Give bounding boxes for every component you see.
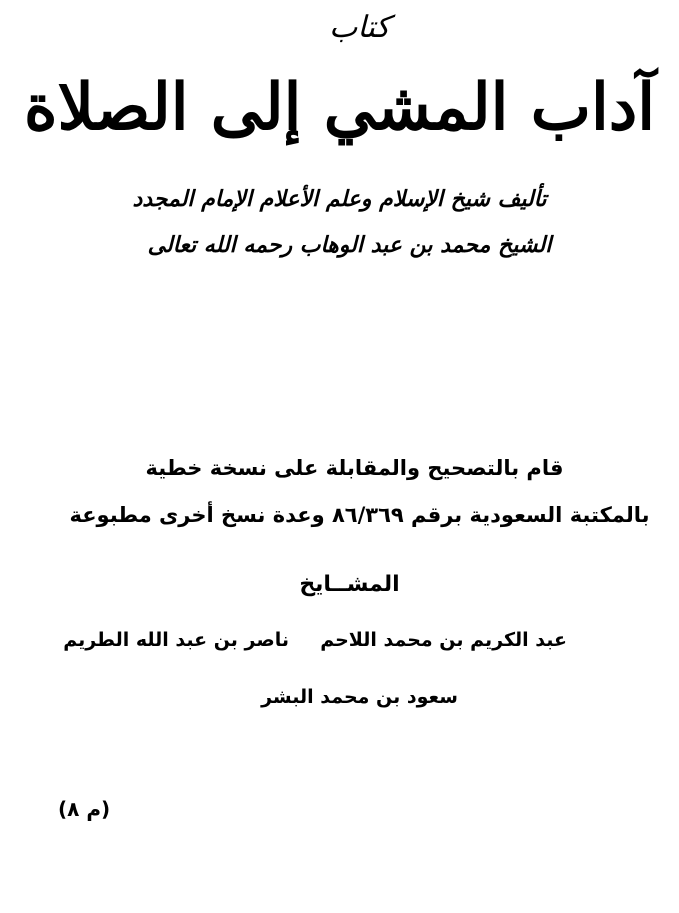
book-label: كتاب [329, 10, 390, 45]
sheikhs-heading: المشــايخ [299, 572, 400, 597]
sheikh-name-1: عبد الكريم بن محمد اللاحم [320, 629, 567, 651]
page-marker: (م ٨) [58, 797, 111, 821]
author-description: تأليف شيخ الإسلام وعلم الأعلام الإمام المجدد [132, 186, 547, 212]
editing-note-line-2: بالمكتبة السعودية برقم ٨٦/٣٦٩ وعدة نسخ أخرى مطبوعة [69, 503, 650, 527]
sheikh-name-2: ناصر بن عبد الله الطريم [63, 629, 289, 651]
editing-note-line-1: قام بالتصحيح والمقابلة على نسخة خطية [145, 456, 564, 480]
sheikh-name-3: سعود بن محمد البشر [261, 686, 458, 708]
author-name: الشيخ محمد بن عبد الوهاب رحمه الله تعالى [147, 232, 552, 258]
book-title: آداب المشي إلى الصلاة [24, 70, 655, 145]
